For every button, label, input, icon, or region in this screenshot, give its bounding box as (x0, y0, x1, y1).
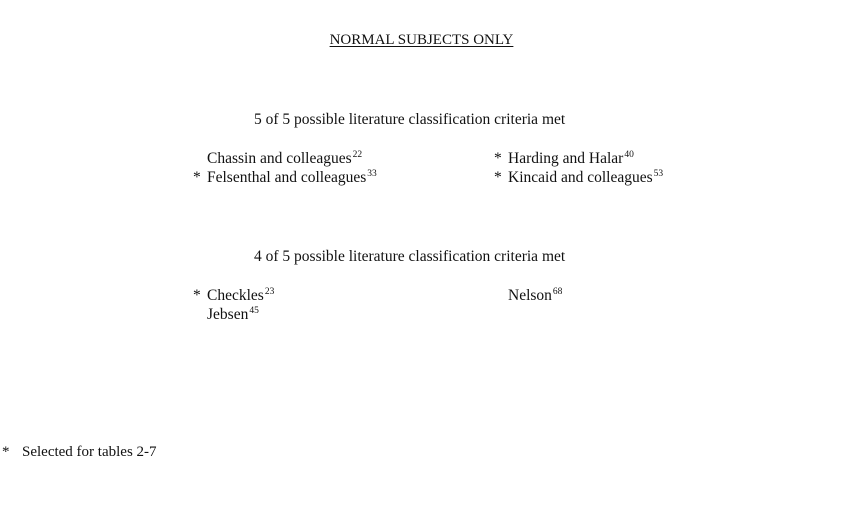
group1-right-entry-2 (494, 169, 663, 187)
group1-heading: 5 of 5 possible literature classification criteria met (254, 111, 566, 128)
entry-name: Checkles (207, 287, 264, 304)
entry-name: Jebsen (207, 306, 249, 323)
entry-reference: 40 (624, 149, 634, 160)
group1-right-entry-1 (494, 150, 634, 168)
group2-heading: 4 of 5 possible literature classification criteria met (254, 248, 566, 265)
page-title: NORMAL SUBJECTS ONLY (329, 32, 514, 48)
entry-name: Nelson (508, 287, 552, 304)
group1-left-entry-2 (193, 169, 377, 187)
group1-left-entry-1 (193, 150, 362, 168)
entry-name: Felsenthal and colleagues (207, 169, 367, 186)
group2-left-entry-2 (193, 306, 259, 324)
entry-name: Kincaid and colleagues (508, 169, 653, 186)
entry-reference: 53 (653, 168, 664, 179)
entry-marker: * (494, 150, 502, 167)
group2-left-entry-1 (193, 287, 274, 305)
entry-reference: 68 (552, 286, 563, 297)
entry-reference: 23 (264, 286, 275, 297)
group2-right-entry-1 (494, 287, 562, 305)
entry-reference: 33 (367, 168, 377, 179)
entry-name: Chassin and colleagues (207, 150, 352, 167)
entry-marker: * (494, 169, 502, 186)
footnote-marker: * (2, 444, 10, 460)
footnote (2, 444, 157, 461)
entry-reference: 45 (249, 305, 259, 316)
entry-marker: * (193, 287, 201, 304)
entry-reference: 22 (352, 149, 363, 160)
footnote-text: Selected for tables 2-7 (22, 444, 157, 460)
entry-marker: * (193, 169, 201, 186)
entry-name: Harding and Halar (508, 150, 624, 167)
